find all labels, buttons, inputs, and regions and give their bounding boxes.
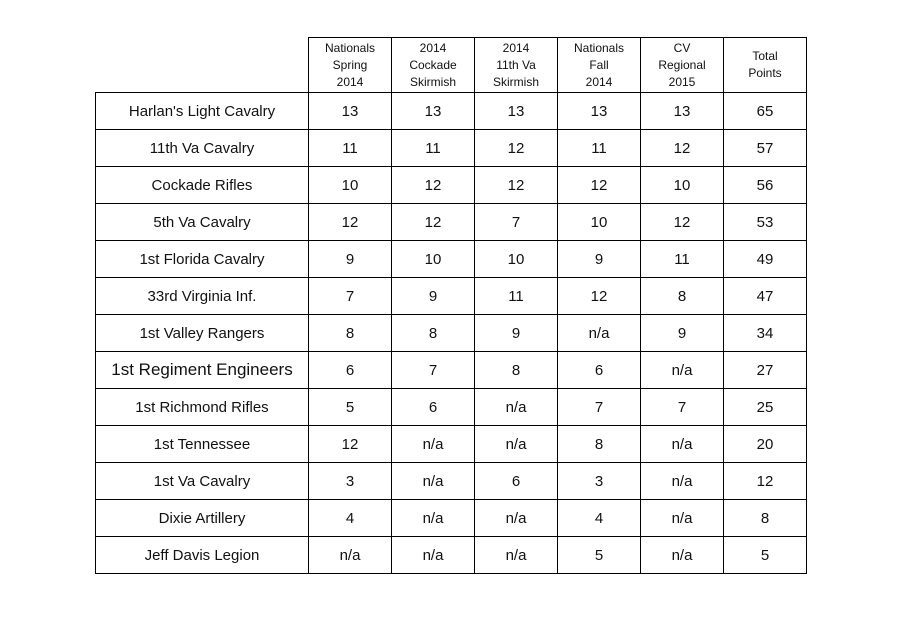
team-name: 5th Va Cavalry [96, 204, 309, 241]
total-points-cell: 57 [724, 130, 807, 167]
score-cell: 7 [558, 389, 641, 426]
team-name: Jeff Davis Legion [96, 537, 309, 574]
total-points-cell: 25 [724, 389, 807, 426]
table-row [96, 537, 807, 574]
score-cell: n/a [475, 426, 558, 463]
header-line: Skirmish [492, 74, 539, 89]
score-cell: 4 [558, 500, 641, 537]
score-cell: 7 [475, 204, 558, 241]
table-row [96, 278, 807, 315]
score-cell: 11 [475, 278, 558, 315]
header-line: Skirmish [409, 74, 456, 89]
score-cell: n/a [392, 426, 475, 463]
team-name: 11th Va Cavalry [96, 130, 309, 167]
total-points-cell: 65 [724, 93, 807, 130]
score-cell: 10 [392, 241, 475, 278]
score-cell: 12 [475, 167, 558, 204]
score-cell: 12 [558, 167, 641, 204]
header-line: Spring [332, 57, 368, 72]
score-cell: 3 [309, 463, 392, 500]
total-points-cell: 5 [724, 537, 807, 574]
team-name: Cockade Rifles [96, 167, 309, 204]
score-cell: 11 [392, 130, 475, 167]
corner-cell [96, 38, 309, 93]
team-name: 1st Regiment Engineers [96, 352, 309, 389]
total-points-cell: 53 [724, 204, 807, 241]
score-cell: 12 [392, 167, 475, 204]
score-cell: n/a [558, 315, 641, 352]
team-name: 1st Va Cavalry [96, 463, 309, 500]
score-cell: 9 [558, 241, 641, 278]
score-cell: 13 [392, 93, 475, 130]
score-cell: 3 [558, 463, 641, 500]
score-cell: 10 [475, 241, 558, 278]
table-row [96, 352, 807, 389]
score-cell: 5 [558, 537, 641, 574]
header-line: 2014 [419, 40, 447, 55]
score-cell: 8 [475, 352, 558, 389]
score-cell: 12 [641, 204, 724, 241]
header-line: Nationals [324, 40, 376, 55]
total-points-cell: 47 [724, 278, 807, 315]
score-cell: 5 [309, 389, 392, 426]
total-points-cell: 49 [724, 241, 807, 278]
header-line: 11th Va [496, 57, 536, 72]
score-cell: n/a [392, 463, 475, 500]
table-row [96, 315, 807, 352]
score-cell: 12 [558, 278, 641, 315]
score-cell: n/a [641, 463, 724, 500]
table-row [96, 241, 807, 278]
column-header-cv-regional-2015 [641, 38, 724, 93]
column-header-nationals-spring-2014 [309, 38, 392, 93]
score-cell: 13 [309, 93, 392, 130]
column-header-nationals-fall-2014 [558, 38, 641, 93]
header-line: 2015 [668, 74, 696, 89]
score-cell: n/a [641, 352, 724, 389]
score-cell: 7 [392, 352, 475, 389]
total-points-cell: 34 [724, 315, 807, 352]
header-line: Fall [589, 57, 609, 72]
score-cell: 4 [309, 500, 392, 537]
score-cell: n/a [309, 537, 392, 574]
score-cell: 10 [309, 167, 392, 204]
table-row [96, 426, 807, 463]
team-name: 1st Florida Cavalry [96, 241, 309, 278]
score-cell: 7 [641, 389, 724, 426]
team-name: Harlan's Light Cavalry [96, 93, 309, 130]
score-cell: 13 [475, 93, 558, 130]
header-row [96, 38, 807, 93]
score-cell: 11 [309, 130, 392, 167]
score-cell: 7 [309, 278, 392, 315]
table-row [96, 463, 807, 500]
header-line: 2014 [502, 40, 530, 55]
score-cell: 9 [309, 241, 392, 278]
score-cell: n/a [641, 537, 724, 574]
table-row [96, 93, 807, 130]
team-name: 1st Tennessee [96, 426, 309, 463]
score-cell: 12 [392, 204, 475, 241]
score-cell: 11 [641, 241, 724, 278]
score-cell: 13 [558, 93, 641, 130]
score-cell: 13 [641, 93, 724, 130]
score-cell: 9 [392, 278, 475, 315]
score-cell: 8 [392, 315, 475, 352]
total-points-cell: 12 [724, 463, 807, 500]
score-cell: 6 [558, 352, 641, 389]
header-line: Nationals [573, 40, 625, 55]
score-cell: 10 [558, 204, 641, 241]
header-line: Regional [658, 57, 706, 72]
score-cell: 12 [309, 426, 392, 463]
score-cell: 9 [641, 315, 724, 352]
team-name: 33rd Virginia Inf. [96, 278, 309, 315]
score-cell: 6 [392, 389, 475, 426]
table-row [96, 500, 807, 537]
score-cell: 8 [641, 278, 724, 315]
column-header-total-points [724, 38, 807, 93]
score-cell: n/a [475, 389, 558, 426]
table-row [96, 389, 807, 426]
score-cell: n/a [475, 500, 558, 537]
team-name: Dixie Artillery [96, 500, 309, 537]
score-cell: 9 [475, 315, 558, 352]
score-cell: 11 [558, 130, 641, 167]
score-cell: n/a [392, 500, 475, 537]
column-header-cockade-skirmish-2014 [392, 38, 475, 93]
header-line: Total [752, 49, 778, 63]
total-points-cell: 56 [724, 167, 807, 204]
total-points-cell: 27 [724, 352, 807, 389]
score-cell: 12 [641, 130, 724, 167]
team-name: 1st Valley Rangers [96, 315, 309, 352]
score-cell: 6 [309, 352, 392, 389]
total-points-cell: 8 [724, 500, 807, 537]
table-row [96, 130, 807, 167]
team-name: 1st Richmond Rifles [96, 389, 309, 426]
score-cell: 8 [558, 426, 641, 463]
score-cell: n/a [641, 426, 724, 463]
score-cell: 10 [641, 167, 724, 204]
score-cell: n/a [392, 537, 475, 574]
header-line: Cockade [409, 57, 457, 72]
column-header-11th-va-skirmish-2014 [475, 38, 558, 93]
score-cell: n/a [475, 537, 558, 574]
header-line: 2014 [585, 74, 613, 89]
header-line: 2014 [336, 74, 364, 89]
score-cell: 12 [309, 204, 392, 241]
score-cell: 6 [475, 463, 558, 500]
total-points-cell: 20 [724, 426, 807, 463]
score-cell: 8 [309, 315, 392, 352]
header-line: CV [673, 40, 691, 55]
table-row [96, 167, 807, 204]
standings-table [95, 37, 807, 574]
score-cell: n/a [641, 500, 724, 537]
header-line: Points [748, 66, 782, 80]
score-cell: 12 [475, 130, 558, 167]
table-row [96, 204, 807, 241]
